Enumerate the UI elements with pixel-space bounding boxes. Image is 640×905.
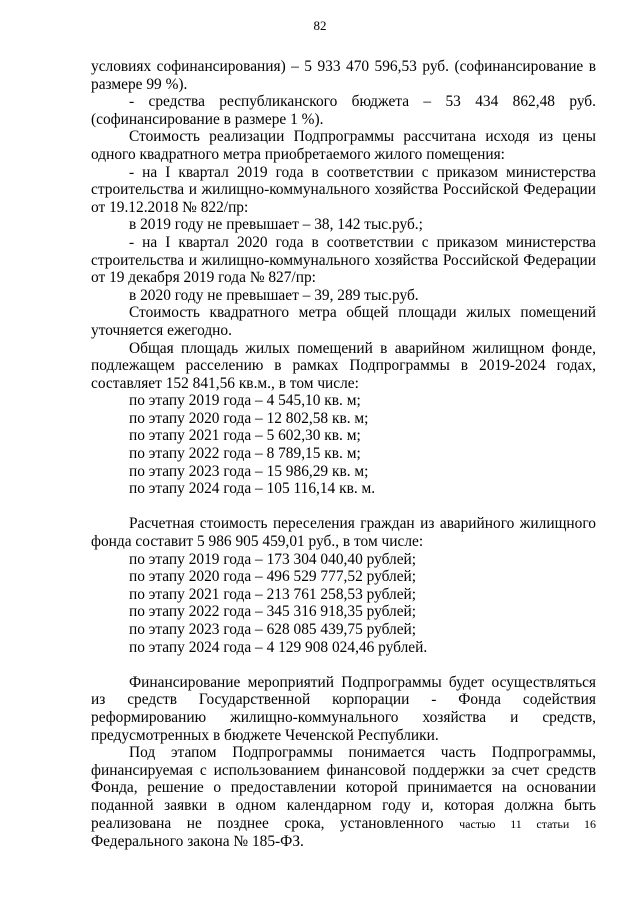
law-article-reference: частью 11 статьи 16: [459, 816, 596, 831]
paragraph-cost-basis: Стоимость реализации Подпрограммы рассчитана исходя из цены одного квадратного метра приобретаемого жилого помещения:: [91, 128, 596, 163]
paragraph-2020-limit: в 2020 году не превышает – 39, 289 тыс.руб.: [129, 286, 419, 304]
document-body: [91, 58, 596, 851]
spacer: [91, 498, 596, 516]
list-item: по этапу 2019 года – 4 545,10 кв. м;: [129, 392, 361, 410]
list-item: по этапу 2024 года – 4 129 908 024,46 рублей.: [129, 638, 428, 656]
paragraph-resettlement-cost: Расчетная стоимость переселения граждан из аварийного жилищного фонда составит 5 986 905 459,01 руб., в том числе:: [91, 515, 596, 551]
cost-by-stage-list: [91, 551, 596, 657]
paragraph-financing-sources: Финансирование мероприятий Подпрограммы будет осуществляться из средств Государственной корпорации - Фонда содействия реформированию жилищно-коммунального хозяйства и средств, предусмотренных в бюджете Чеченской Республики.: [91, 673, 596, 744]
stage-definition-text: Под этапом Подпрограммы понимается часть Подпрограммы, финансируемая с использованием финансовой поддержки за счет средств Фонда, решение о предоставлении которой принимается на основании поданной заявки в одном календарном году и, которая должна быть реализована не позднее срока, установленного: [91, 744, 596, 832]
list-item: по этапу 2023 года – 628 085 439,75 рублей;: [129, 621, 417, 638]
list-item: по этапу 2019 года – 173 304 040,40 рублей;: [129, 550, 417, 568]
list-item: по этапу 2022 года – 345 316 918,35 рублей;: [129, 603, 417, 621]
list-item: по этапу 2024 года – 105 116,14 кв. м.: [129, 480, 376, 498]
paragraph-republic-budget: - средства республиканского бюджета – 53 434 862,48 руб. (софинансирование в размере 1 %).: [91, 93, 596, 128]
list-item: по этапу 2021 года – 5 602,30 кв. м;: [129, 427, 361, 445]
spacer: [91, 656, 596, 674]
list-item: по этапу 2022 года – 8 789,15 кв. м;: [129, 445, 361, 463]
area-by-stage-list: [91, 392, 596, 498]
law-name: Федерального закона № 185-ФЗ.: [91, 833, 304, 851]
page-number: 82: [313, 18, 327, 33]
paragraph-q1-2020-order: - на I квартал 2020 года в соответствии с приказом министерства строительства и жилищно-коммунального хозяйства Российской Федерации от 19 декабря 2019 года № 827/пр:: [91, 233, 596, 287]
paragraph-2019-limit: в 2019 году не превышает – 38, 142 тыс.руб.;: [129, 216, 423, 234]
paragraph-cofinancing-continued: условиях софинансирования) – 5 933 470 596,53 руб. (софинансирование в размере 99 %).: [91, 58, 596, 93]
list-item: по этапу 2021 года – 213 761 258,53 рублей;: [129, 585, 417, 603]
paragraph-annual-update: Стоимость квадратного метра общей площади жилых помещений уточняется ежегодно.: [91, 304, 596, 339]
list-item: по этапу 2023 года – 15 986,29 кв. м;: [129, 462, 369, 480]
list-item: по этапу 2020 года – 496 529 777,52 рублей;: [129, 568, 417, 586]
list-item: по этапу 2020 года – 12 802,58 кв. м;: [129, 409, 369, 427]
paragraph-q1-2019-order: - на I квартал 2019 года в соответствии с приказом министерства строительства и жилищно-коммунального хозяйства Российской Федерации от 19.12.2018 № 822/пр:: [91, 163, 596, 216]
paragraph-total-area: Общая площадь жилых помещений в аварийном жилищном фонде, подлежащем расселению в рамках Подпрограммы в 2019-2024 годах, составляет 152 841,56 кв.м., в том числе:: [91, 339, 596, 392]
paragraph-stage-definition: [91, 744, 596, 851]
